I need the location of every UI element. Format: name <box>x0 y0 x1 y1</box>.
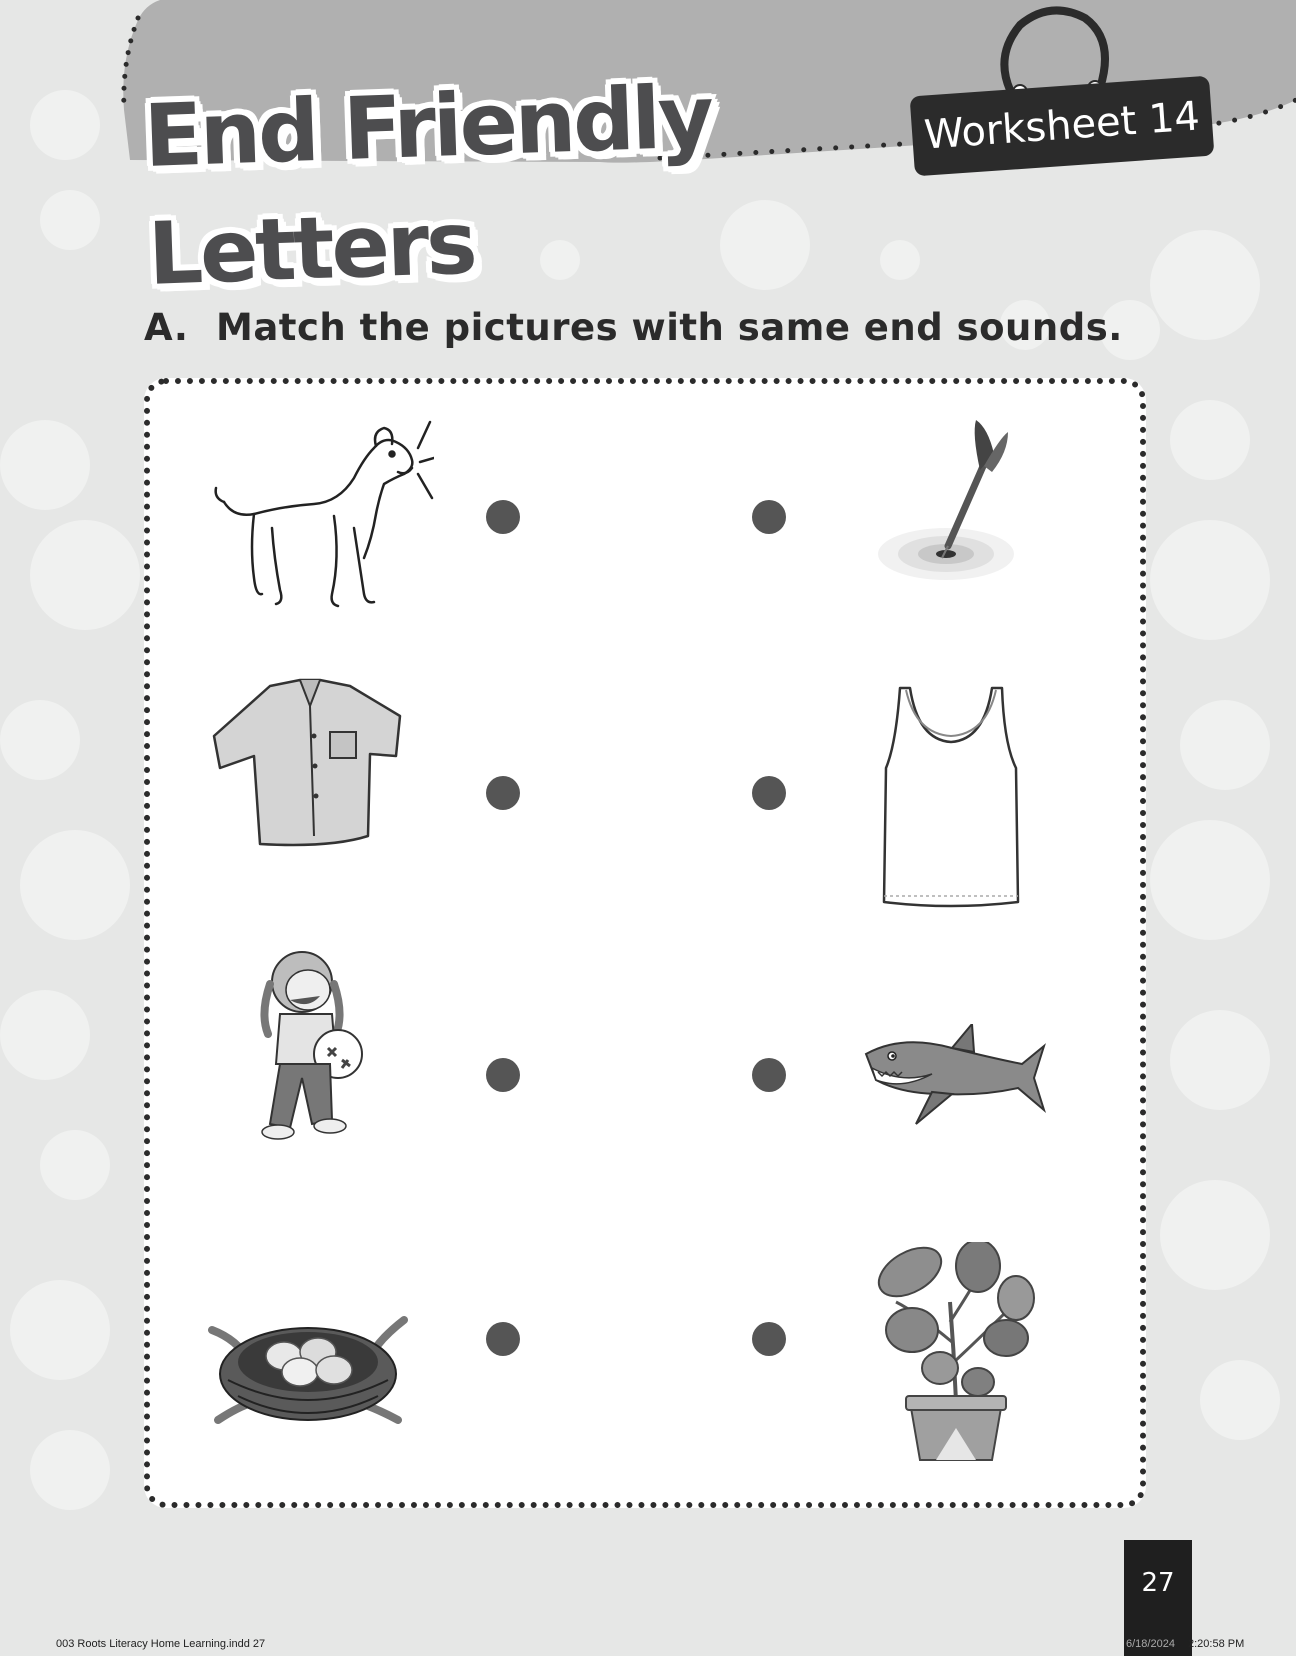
left-match-dot-1[interactable] <box>486 500 520 534</box>
matching-panel <box>144 378 1146 1508</box>
title-line-2: Letters <box>146 193 477 305</box>
shirt-icon <box>210 676 410 856</box>
left-match-dot-3[interactable] <box>486 1058 520 1092</box>
print-slug-date: 6/18/2024 <box>1126 1638 1175 1650</box>
shark-icon <box>862 1024 1046 1132</box>
left-match-dot-2[interactable] <box>486 776 520 810</box>
vest-icon <box>876 684 1026 908</box>
girl-with-ball-icon <box>240 944 380 1144</box>
right-match-dot-3[interactable] <box>752 1058 786 1092</box>
right-match-dot-1[interactable] <box>752 500 786 534</box>
potted-plant-icon <box>866 1242 1046 1462</box>
bird-nest-icon <box>208 1300 408 1440</box>
page-title <box>142 58 717 314</box>
instruction-heading <box>144 306 1123 349</box>
right-match-dot-4[interactable] <box>752 1322 786 1356</box>
print-slug-time: 2:20:58 PM <box>1188 1638 1245 1650</box>
page-number-value: 27 <box>1141 1568 1175 1598</box>
worksheet-tag-label: Worksheet 14 <box>922 93 1202 159</box>
instruction-text: Match the pictures with same end sounds. <box>216 306 1123 349</box>
dart-icon <box>876 414 1026 584</box>
right-match-dot-2[interactable] <box>752 776 786 810</box>
print-slug-left: 003 Roots Literacy Home Learning.indd 27 <box>56 1638 266 1650</box>
left-match-dot-4[interactable] <box>486 1322 520 1356</box>
barking-dog-icon <box>214 418 434 618</box>
instruction-letter: A. <box>144 306 189 349</box>
title-line-1: End Friendly <box>142 67 713 187</box>
